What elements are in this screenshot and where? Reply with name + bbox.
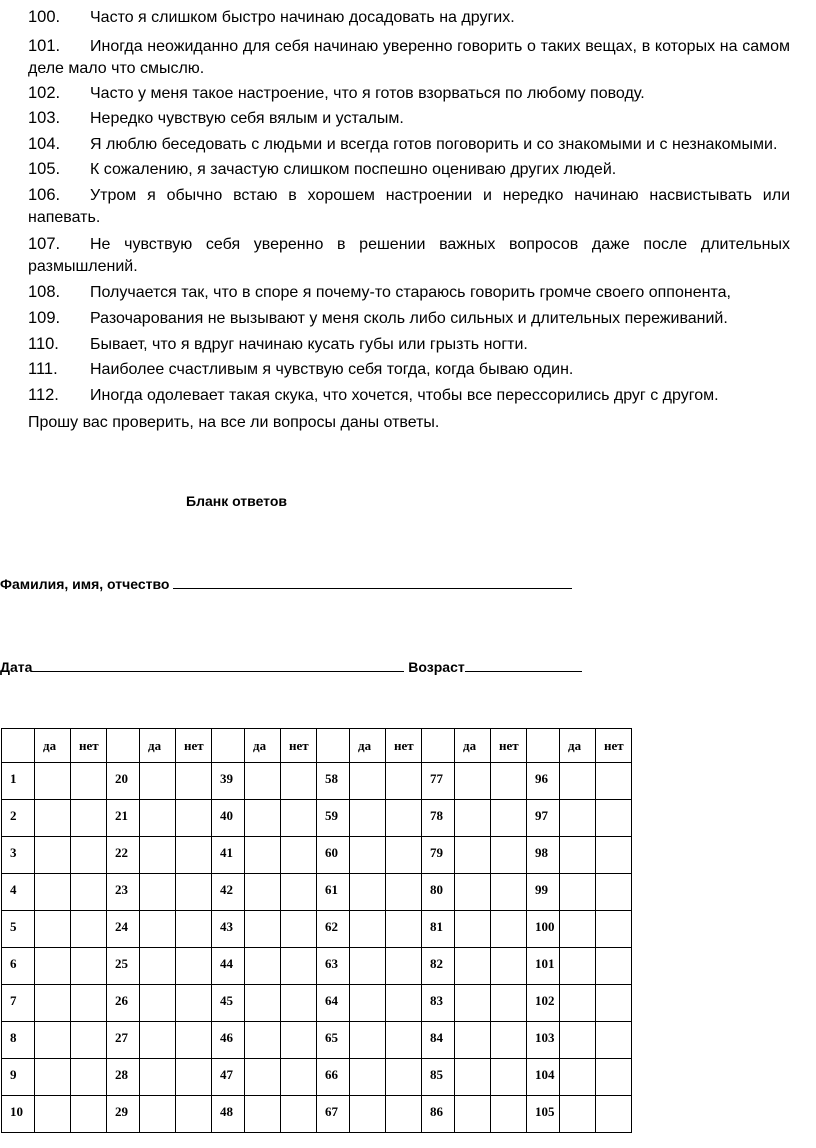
header-number-cell <box>527 729 560 763</box>
question-103 <box>28 107 790 130</box>
answer-no-cell[interactable] <box>596 1059 632 1096</box>
answer-yes-cell[interactable] <box>560 874 596 911</box>
answer-no-cell[interactable] <box>491 1022 527 1059</box>
question-number-cell: 22 <box>107 837 140 874</box>
answer-no-cell[interactable] <box>386 1059 422 1096</box>
answer-no-cell[interactable] <box>71 1059 107 1096</box>
header-yes: да <box>35 729 71 763</box>
question-number-cell: 25 <box>107 948 140 985</box>
question-text: Разочарования не вызывают у меня сколь либо сильных и длительных переживаний. <box>90 310 728 327</box>
name-field[interactable] <box>173 573 572 589</box>
question-number: 108. <box>28 283 61 301</box>
answer-no-cell[interactable] <box>281 763 317 800</box>
answer-no-cell[interactable] <box>71 948 107 985</box>
answer-yes-cell[interactable] <box>140 874 176 911</box>
answer-yes-cell[interactable] <box>455 911 491 948</box>
answer-yes-cell[interactable] <box>455 1096 491 1133</box>
answer-no-cell[interactable] <box>176 1022 212 1059</box>
table-header-row <box>2 729 632 763</box>
table-row <box>2 1022 632 1059</box>
answer-no-cell[interactable] <box>386 985 422 1022</box>
answer-no-cell[interactable] <box>386 1022 422 1059</box>
answer-no-cell[interactable] <box>281 1059 317 1096</box>
answer-yes-cell[interactable] <box>245 800 281 837</box>
answer-yes-cell[interactable] <box>245 763 281 800</box>
answer-yes-cell[interactable] <box>35 1059 71 1096</box>
answer-yes-cell[interactable] <box>35 985 71 1022</box>
question-number-cell: 85 <box>422 1059 455 1096</box>
answer-no-cell[interactable] <box>491 1096 527 1133</box>
question-number-cell: 45 <box>212 985 245 1022</box>
answer-no-cell[interactable] <box>491 1059 527 1096</box>
question-number-cell: 6 <box>2 948 35 985</box>
answer-no-cell[interactable] <box>176 800 212 837</box>
answer-no-cell[interactable] <box>71 874 107 911</box>
date-label: Дата <box>0 659 33 675</box>
question-number-cell: 97 <box>527 800 560 837</box>
answer-no-cell[interactable] <box>71 763 107 800</box>
question-number-cell: 9 <box>2 1059 35 1096</box>
answer-no-cell[interactable] <box>596 1096 632 1133</box>
header-number-cell <box>212 729 245 763</box>
answer-no-cell[interactable] <box>176 911 212 948</box>
header-yes: да <box>140 729 176 763</box>
answer-yes-cell[interactable] <box>350 911 386 948</box>
answer-no-cell[interactable] <box>71 1022 107 1059</box>
question-number: 102. <box>28 84 61 102</box>
answer-yes-cell[interactable] <box>35 1096 71 1133</box>
question-number: 109. <box>28 309 61 327</box>
question-number: 110. <box>28 335 59 353</box>
question-number: 107. <box>28 235 61 253</box>
answer-yes-cell[interactable] <box>245 837 281 874</box>
answer-no-cell[interactable] <box>491 985 527 1022</box>
table-row <box>2 837 632 874</box>
question-number-cell: 100 <box>527 911 560 948</box>
table-row <box>2 911 632 948</box>
answer-yes-cell[interactable] <box>350 948 386 985</box>
header-number-cell <box>2 729 35 763</box>
answer-yes-cell[interactable] <box>245 874 281 911</box>
question-number-cell: 29 <box>107 1096 140 1133</box>
answer-no-cell[interactable] <box>491 763 527 800</box>
answer-no-cell[interactable] <box>176 985 212 1022</box>
question-105 <box>28 158 790 181</box>
question-106 <box>28 184 790 229</box>
question-number-cell: 60 <box>317 837 350 874</box>
question-number: 105. <box>28 160 61 178</box>
question-number: 106. <box>28 186 61 204</box>
answer-no-cell[interactable] <box>281 874 317 911</box>
answer-no-cell[interactable] <box>71 985 107 1022</box>
table-row <box>2 874 632 911</box>
answer-no-cell[interactable] <box>491 837 527 874</box>
answer-yes-cell[interactable] <box>140 837 176 874</box>
header-no: нет <box>386 729 422 763</box>
answer-no-cell[interactable] <box>386 874 422 911</box>
answer-yes-cell[interactable] <box>35 874 71 911</box>
table-row <box>2 763 632 800</box>
answer-yes-cell[interactable] <box>455 948 491 985</box>
answer-no-cell[interactable] <box>281 1096 317 1133</box>
question-number-cell: 42 <box>212 874 245 911</box>
header-no: нет <box>491 729 527 763</box>
answer-yes-cell[interactable] <box>245 1096 281 1133</box>
answer-yes-cell[interactable] <box>560 985 596 1022</box>
answer-no-cell[interactable] <box>386 837 422 874</box>
question-number-cell: 44 <box>212 948 245 985</box>
answer-no-cell[interactable] <box>281 800 317 837</box>
question-number-cell: 10 <box>2 1096 35 1133</box>
answer-no-cell[interactable] <box>281 1022 317 1059</box>
question-number-cell: 84 <box>422 1022 455 1059</box>
question-100 <box>28 6 790 29</box>
answer-no-cell[interactable] <box>71 837 107 874</box>
answer-no-cell[interactable] <box>71 1096 107 1133</box>
answer-yes-cell[interactable] <box>140 948 176 985</box>
question-104 <box>28 133 790 156</box>
question-number: 112. <box>28 386 59 404</box>
answer-yes-cell[interactable] <box>455 800 491 837</box>
question-number-cell: 4 <box>2 874 35 911</box>
question-number-cell: 43 <box>212 911 245 948</box>
question-text: Иногда одолевает такая скука, что хочется, чтобы все перессорились друг с другом. <box>90 387 719 404</box>
answer-yes-cell[interactable] <box>35 763 71 800</box>
question-number-cell: 62 <box>317 911 350 948</box>
answer-table <box>1 728 632 1133</box>
question-101 <box>28 35 790 80</box>
answer-no-cell[interactable] <box>596 911 632 948</box>
answer-no-cell[interactable] <box>176 874 212 911</box>
question-number-cell: 81 <box>422 911 455 948</box>
answer-no-cell[interactable] <box>71 911 107 948</box>
answer-yes-cell[interactable] <box>560 948 596 985</box>
answer-no-cell[interactable] <box>596 985 632 1022</box>
answer-no-cell[interactable] <box>596 1022 632 1059</box>
answer-no-cell[interactable] <box>596 800 632 837</box>
answer-yes-cell[interactable] <box>245 1022 281 1059</box>
header-yes: да <box>455 729 491 763</box>
answer-yes-cell[interactable] <box>455 763 491 800</box>
answer-no-cell[interactable] <box>386 1096 422 1133</box>
answer-yes-cell[interactable] <box>245 948 281 985</box>
answer-yes-cell[interactable] <box>455 837 491 874</box>
question-number: 100. <box>28 8 61 26</box>
answer-no-cell[interactable] <box>176 1096 212 1133</box>
question-number-cell: 77 <box>422 763 455 800</box>
answer-no-cell[interactable] <box>596 763 632 800</box>
question-number-cell: 8 <box>2 1022 35 1059</box>
question-number-cell: 48 <box>212 1096 245 1133</box>
answer-yes-cell[interactable] <box>140 911 176 948</box>
answer-yes-cell[interactable] <box>140 763 176 800</box>
answer-no-cell[interactable] <box>281 837 317 874</box>
header-no: нет <box>176 729 212 763</box>
table-row <box>2 1059 632 1096</box>
answer-no-cell[interactable] <box>596 948 632 985</box>
answer-no-cell[interactable] <box>491 800 527 837</box>
answer-yes-cell[interactable] <box>455 1059 491 1096</box>
question-number-cell: 1 <box>2 763 35 800</box>
answer-no-cell[interactable] <box>386 800 422 837</box>
question-number-cell: 105 <box>527 1096 560 1133</box>
table-row <box>2 985 632 1022</box>
answer-no-cell[interactable] <box>176 763 212 800</box>
answer-yes-cell[interactable] <box>35 911 71 948</box>
question-number-cell: 59 <box>317 800 350 837</box>
question-number-cell: 26 <box>107 985 140 1022</box>
question-110 <box>28 333 790 356</box>
question-112 <box>28 384 790 407</box>
table-row <box>2 800 632 837</box>
question-number-cell: 41 <box>212 837 245 874</box>
question-text: Не чувствую себя уверенно в решении важных вопросов даже после длительных размышлений. <box>28 236 790 275</box>
question-text: Часто я слишком быстро начинаю досадовать на других. <box>90 9 515 26</box>
question-number-cell: 23 <box>107 874 140 911</box>
question-number-cell: 40 <box>212 800 245 837</box>
question-number-cell: 2 <box>2 800 35 837</box>
answer-yes-cell[interactable] <box>140 1096 176 1133</box>
answer-yes-cell[interactable] <box>245 1059 281 1096</box>
final-note: Прошу вас проверить, на все ли вопросы даны ответы. <box>28 414 440 431</box>
age-field[interactable] <box>465 656 582 672</box>
answer-yes-cell[interactable] <box>140 1022 176 1059</box>
answer-yes-cell[interactable] <box>455 874 491 911</box>
answer-no-cell[interactable] <box>491 911 527 948</box>
answer-no-cell[interactable] <box>176 1059 212 1096</box>
question-text: Часто у меня такое настроение, что я готов взорваться по любому поводу. <box>90 85 645 102</box>
question-number-cell: 47 <box>212 1059 245 1096</box>
question-number-cell: 102 <box>527 985 560 1022</box>
answer-yes-cell[interactable] <box>350 800 386 837</box>
header-no: нет <box>71 729 107 763</box>
header-yes: да <box>350 729 386 763</box>
name-line <box>0 573 572 592</box>
question-number-cell: 63 <box>317 948 350 985</box>
answer-no-cell[interactable] <box>386 763 422 800</box>
question-number-cell: 46 <box>212 1022 245 1059</box>
question-number-cell: 65 <box>317 1022 350 1059</box>
question-number-cell: 83 <box>422 985 455 1022</box>
question-text: Получается так, что в споре я почему-то стараюсь говорить громче своего оппонента, <box>90 284 731 301</box>
answer-yes-cell[interactable] <box>560 800 596 837</box>
answer-no-cell[interactable] <box>281 911 317 948</box>
question-text: Наиболее счастливым я чувствую себя тогда, когда бываю один. <box>90 361 574 378</box>
question-number-cell: 96 <box>527 763 560 800</box>
question-number-cell: 27 <box>107 1022 140 1059</box>
question-text: Бывает, что я вдруг начинаю кусать губы или грызть ногти. <box>90 336 528 353</box>
question-number-cell: 39 <box>212 763 245 800</box>
question-number: 101. <box>28 37 61 55</box>
answer-rows <box>2 763 632 1133</box>
question-number: 104. <box>28 135 61 153</box>
question-number-cell: 64 <box>317 985 350 1022</box>
header-number-cell <box>317 729 350 763</box>
answer-yes-cell[interactable] <box>140 1059 176 1096</box>
table-row <box>2 1096 632 1133</box>
header-number-cell <box>107 729 140 763</box>
question-number-cell: 79 <box>422 837 455 874</box>
table-row <box>2 948 632 985</box>
question-102 <box>28 82 790 105</box>
age-label: Возраст <box>408 659 465 675</box>
question-number-cell: 20 <box>107 763 140 800</box>
answer-yes-cell[interactable] <box>140 800 176 837</box>
answer-yes-cell[interactable] <box>350 1059 386 1096</box>
question-109 <box>28 307 790 330</box>
question-number-cell: 86 <box>422 1096 455 1133</box>
question-number-cell: 101 <box>527 948 560 985</box>
answer-yes-cell[interactable] <box>245 985 281 1022</box>
answer-no-cell[interactable] <box>596 874 632 911</box>
question-number-cell: 24 <box>107 911 140 948</box>
answer-no-cell[interactable] <box>281 948 317 985</box>
question-107 <box>28 233 790 278</box>
answer-yes-cell[interactable] <box>560 1096 596 1133</box>
header-no: нет <box>596 729 632 763</box>
question-number-cell: 7 <box>2 985 35 1022</box>
question-text: К сожалению, я зачастую слишком поспешно оцениваю других людей. <box>90 161 617 178</box>
question-number-cell: 103 <box>527 1022 560 1059</box>
question-number-cell: 104 <box>527 1059 560 1096</box>
question-number-cell: 67 <box>317 1096 350 1133</box>
answer-yes-cell[interactable] <box>560 1059 596 1096</box>
question-text: Утром я обычно встаю в хорошем настроении и нередко начинаю насвистывать или напевать. <box>28 187 790 226</box>
answer-yes-cell[interactable] <box>245 911 281 948</box>
question-text: Я люблю беседовать с людьми и всегда готов поговорить и со знакомыми и с незнакомыми. <box>90 136 778 153</box>
question-number-cell: 28 <box>107 1059 140 1096</box>
question-number-cell: 58 <box>317 763 350 800</box>
header-yes: да <box>245 729 281 763</box>
question-number: 103. <box>28 109 61 127</box>
form-title: Бланк ответов <box>186 493 288 509</box>
header-yes: да <box>560 729 596 763</box>
question-number-cell: 98 <box>527 837 560 874</box>
question-number-cell: 61 <box>317 874 350 911</box>
answer-no-cell[interactable] <box>491 948 527 985</box>
answer-yes-cell[interactable] <box>350 763 386 800</box>
question-number-cell: 82 <box>422 948 455 985</box>
question-number-cell: 21 <box>107 800 140 837</box>
question-111 <box>28 358 790 381</box>
question-number-cell: 3 <box>2 837 35 874</box>
question-number-cell: 5 <box>2 911 35 948</box>
question-number-cell: 66 <box>317 1059 350 1096</box>
question-text: Нередко чувствую себя вялым и усталым. <box>90 110 404 127</box>
answer-yes-cell[interactable] <box>35 948 71 985</box>
date-age-line <box>0 656 582 675</box>
answer-no-cell[interactable] <box>386 911 422 948</box>
answer-yes-cell[interactable] <box>35 837 71 874</box>
answer-yes-cell[interactable] <box>560 911 596 948</box>
question-108 <box>28 281 790 304</box>
answer-yes-cell[interactable] <box>455 985 491 1022</box>
answer-yes-cell[interactable] <box>350 1096 386 1133</box>
answer-yes-cell[interactable] <box>560 837 596 874</box>
answer-yes-cell[interactable] <box>35 800 71 837</box>
answer-no-cell[interactable] <box>491 874 527 911</box>
question-number: 111. <box>28 360 58 378</box>
date-field[interactable] <box>32 656 404 672</box>
answer-no-cell[interactable] <box>386 948 422 985</box>
answer-no-cell[interactable] <box>281 985 317 1022</box>
header-number-cell <box>422 729 455 763</box>
question-number-cell: 78 <box>422 800 455 837</box>
answer-yes-cell[interactable] <box>350 837 386 874</box>
answer-yes-cell[interactable] <box>140 985 176 1022</box>
answer-yes-cell[interactable] <box>560 763 596 800</box>
answer-no-cell[interactable] <box>176 837 212 874</box>
name-label: Фамилия, имя, отчество <box>0 576 170 592</box>
question-number-cell: 99 <box>527 874 560 911</box>
question-text: Иногда неожиданно для себя начинаю уверенно говорить о таких вещах, в которых на самом деле мало что смыслю. <box>28 38 790 77</box>
answer-yes-cell[interactable] <box>350 874 386 911</box>
answer-no-cell[interactable] <box>596 837 632 874</box>
answer-no-cell[interactable] <box>71 800 107 837</box>
answer-no-cell[interactable] <box>176 948 212 985</box>
answer-yes-cell[interactable] <box>350 985 386 1022</box>
question-number-cell: 80 <box>422 874 455 911</box>
answer-yes-cell[interactable] <box>560 1022 596 1059</box>
answer-yes-cell[interactable] <box>350 1022 386 1059</box>
header-no: нет <box>281 729 317 763</box>
answer-yes-cell[interactable] <box>35 1022 71 1059</box>
answer-yes-cell[interactable] <box>455 1022 491 1059</box>
